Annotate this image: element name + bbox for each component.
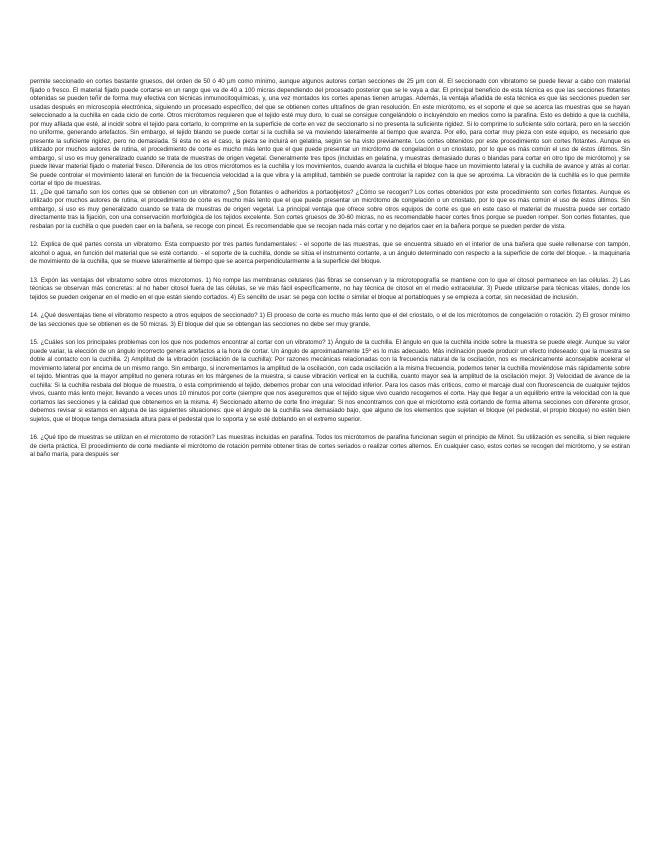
paragraph-vibratome-intro: permite seccionado en cortes bastante gruesos, del orden de 50 ó 40 µm como mínimo, aunque algunos autores cortan secciones de 25 µm con él. El seccionado con vibratomo se puede llevar a cabo con material fijado o fresco. El material fijado puede cortarse en un rango que va de 40 a 100 micras dependiendo del procesado posterior que se le vaya a dar. El principal beneficio de esta técnica es que las secciones flotantes obtenidas se pueden teñir de forma muy efectiva con técnicas inmunocitoquímicas, y, una vez montados los cortes apenas tienen arrugas. Además, la ventaja añadida de esta técnica es que las secciones pueden ser usadas después en microscopía electrónica, siguiendo un procesado específico, del que se obtienen cortes ultrafinos de gran resolución. En este micrótomo, es el soporte el que se acerca las muestras que se hayan seleccionado a la cuchilla en cada ciclo de corte. Otros micrótomos requieren que el tejido esté muy duro, lo cual se consigue congelándolo o incluyéndolo en medios como la parafina. Esto es debido a que la cuchilla, por muy afilada que esté, al incidir sobre el tejido para cortarlo, lo comprime en la superficie de corte en vez de seccionarlo si no presenta la suficiente rigidez. Si lo comprime lo suficiente sólo cortará, pero en la sección no uniforme, generando artefactos. Sin embargo, el tejido blando se puede cortar si la cuchilla se va moviendo lateralmente al tiempo que avanza. Por ello, para cortar muy pieza con este equipo, es necesario que presente la suficiente rigidez, pero no demasiada. Si ésta no es el caso, la pieza se incluirá en gelatina, según se ha visto previamente. Los cortes obtenidos por este procedimiento son cortes flotantes. Aunque es utilizado por muchos autores de rutina, el procedimiento de corte es mucho más lento que el que puede presentar un micrótomo de congelación o un criostato, por lo que es más común el uso de éstos últimos. Sin embargo, sí uso es muy generalizado cuando se trata de muestras de origen vegetal. Generalmente tres tipos (incluidas en gelatina, y muestras demasiado duras o blandas para cortar en otro tipo de micrótomo) y se puede llevar material fijado o material fresco. Diferencia de los otros micrótomos es la cuchilla y los movimientos, cuando avanza la cuchilla el bloque hace un movimiento lateral y la cuchilla de avance y atrás al cortar. Se puede controlar el movimiento lateral en función de la frecuencia velocidad a la que vibra y la amplitud, también se puede controlar la rapidez con la que se aproxima. La vibración de la cuchilla es lo que permite cortar el tipo de muestras. [30,78,630,187]
paragraph-question-15: 15. ¿Cuáles son los principales problemas con los que nos podemos encontrar al cortar con un vibratomo? 1) Ángulo de la cuchilla. El ángulo en que la cuchilla incide sobre la muestra se puede elegir. Aunque su valor puede variar, la elección de un ángulo incorrecto genera artefactos a la hora de cortar. Un ángulo de aproximadamente 15º es lo más adecuado. Más inclinación puede producir un efecto indeseado: que la muestra se doble al contacto con la cuchilla. 2) Amplitud de la vibración (oscilación de la cuchilla): Por razones mecánicas relacionadas con la frecuencia natural de la oscilación, nos es mecánicamente aconsejable acelerar el movimiento lateral por encima de un mismo rango. Sin embargo, si incrementamos la amplitud de la oscilación, con cada oscilación a la misma frecuencia, podemos tener la cuchilla moviéndose más rápidamente sobre el tejido. Mientras que la mayor amplitud no genera roturas en los márgenes de la muestra, si cause vibración vertical en la cuchilla, cuanto mayor sea la amplitud de la oscilación mejor. 3) Velocidad de avance de la cuchilla: Si la cuchilla resbala del bloque de muestra, o esta comprimiendo el tejido, debemos probar con una velocidad inferior. Para los casos más críticos, como el marcaje dual con fluorescencia de cualquier tejidos vivos, cuanto más lento mejor, llevando a veces unos 10 minutos por corte (siempre que nos aseguremos que el tejido sigue vivo cuando recogemos el corte. Hay que llegar a un equilibrio entre la velocidad con la que cortamos las secciones y la calidad que obtenemos en la misma. 4) Seccionado alterno de corte fino irregular: Si nos encontramos con que el micrótomo está cortando de forma alterna secciones con diferente grosor, debemos revisar si estamos en alguna de las siguientes situaciones: que el ángulo de la cuchilla sea demasiado bajo, que alguno de los elementos que sujetan el bloque (el pedestal, el propio bloque) no estén bien sujetos, que el bloque tenga demasiada altura para el pedestal que lo soporta y se esté doblando en el extremo superior. [30,339,630,423]
paragraph-question-14: 14. ¿Qué desventajas tiene el vibratomo respecto a otros equipos de seccionado? 1) El proceso de corte es mucho más lento que el del criostato, o el de los micrótomos de congelación o rotación. 2) El grosor mínimo de las secciones que se obtienen es de 50 micras. 3) El bloque del que se obtengan las secciones no debe ser muy grande. [30,312,630,328]
paragraph-gap [30,302,630,312]
paragraph-question-13: 13. Expón las ventajas del vibratomo sobre otros microtomos. 1) No rompe las membranas celulares (las fibras se conservan y la microtopografía se mantiene con lo que el citosol permanece en las células. 2) Las técnicas se observan más concretas: al no haber citosol fuera de las células, se ve más fácil específicamente, no hay técnica de citosol en el medio extracelular. 3) Puede utilizarse para técnicas vitales, donde los tejidos se pueden oxigenar en el medio en el que están siendo cortados. 4) Es sencillo de usar: se pega con loctite o similar el bloque al portabloques y se empieza a cortar, sin necesidad de inclusión. [30,276,630,301]
paragraph-question-12: 12. Explica de qué partes consta un vibratomo. Esta compuesto por tres partes fundamentales: - el soporte de las muestras, que se encuentra situado en el interior de una bañera que suele rellenarse con tampón, alcohol o agua, en función del material que se esté cortando. - el soporte de la cuchilla, donde se sitúa el instrumento cortante, a un ángulo determinado con respecto a la superficie de corte del bloque. - la maquinaria de movimiento de la cuchilla, que se mueve lateralmente al tiempo que se acerca perpendicularmente a la superficie del bloque. [30,241,630,265]
paragraph-question-16: 16. ¿Qué tipo de muestras se utilizan en el microtomo de rotación? Las muestras incluidas en parafina. Todos los micrótomos de parafina funcionan según el principio de Minot. Su utilización es sencilla, si bien requiere de cierta práctica. El procedimiento de corte mediante el micrótomo de rotación permite obtener tiras de cortes seriados o realizar cortes alternos. En cualquier caso, estos cortes se recogen del micrótomo, y se estiran al baño maría, para después ser [30,434,630,458]
paragraph-gap [30,267,630,277]
paragraph-gap [30,424,630,434]
paragraph-gap [30,329,630,339]
paragraph-gap [30,231,630,241]
paragraph-question-11: 11. ¿De qué tamaño son los cortes que se obtienen con un vibratomo? ¿Son flotantes o adheridos a portaobjetos? ¿Cómo se recogen? Los cortes obtenidos por este procedimiento son cortes flotantes. Aunque es utilizado por muchos autores de rutina, el procedimiento de corte es mucho más lento que el que puede presentar un micrótomo de congelación o un criostato, por lo que es más común el uso de éstos últimos. Sin embargo, sí uso es muy generalizado cuando se trata de muestras de origen vegetal. La principal ventaja que ofrece sobre otros equipos de corte es que en este caso el material de muestra puede ser cortado directamente tras la fijación, con una conservación morfológica de los tejidos excelente. Son cortes gruesos de 30-60 micras, no es recomendable hacer cortes finos porque se pueden romper. Son cortes flotantes, que resbalan por la cuchilla o que pueden caer en la bañera, se recoge con pincel. Es recomendable que se recojan nada más cortar y no dejarlos caer en la bañera porque se pueden perder de vista. [30,188,630,230]
document-page [30,78,630,460]
